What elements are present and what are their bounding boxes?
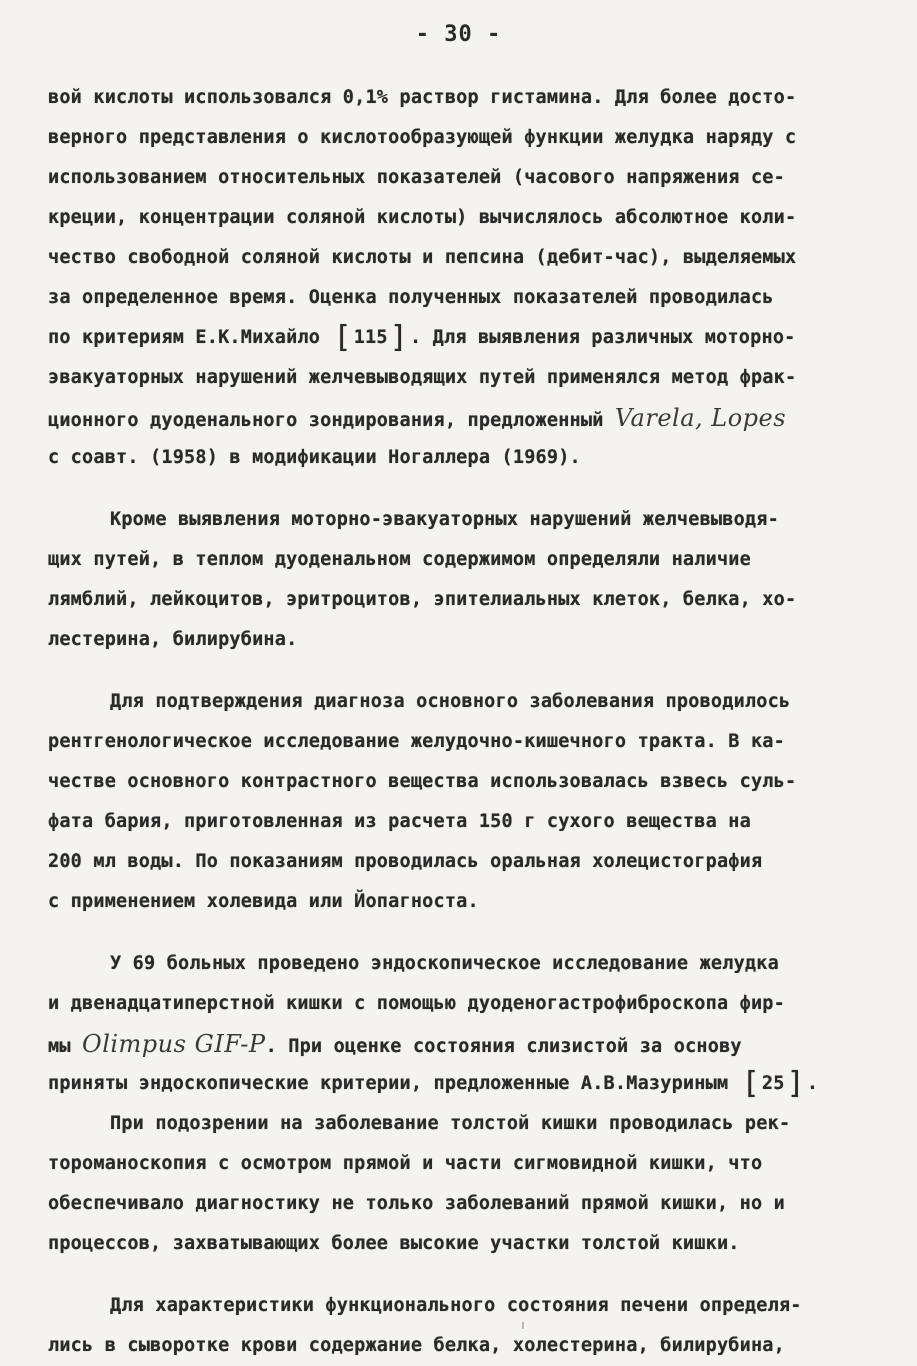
paragraph-gap (48, 1264, 878, 1286)
page-number: - 30 - (415, 22, 502, 47)
text-line: щих путей, в теплом дуоденальном содержимом определяли наличие (48, 549, 751, 570)
reference-bracket-close: ] (786, 1066, 805, 1101)
text-line: лестерина, билирубина. (48, 629, 298, 650)
text-line (48, 1024, 878, 1064)
text-line: При подозрении на заболевание толстой кишки проводилась рек- (110, 1113, 791, 1134)
text-line: с соавт. (1958) в модификации Ногаллера (1969). (48, 447, 581, 468)
paragraph-gap (48, 922, 878, 944)
text-line: 200 мл воды. По показаниям проводилась оральная холецистография (48, 851, 763, 872)
text-line: У 69 больных проведено эндоскопическое исследование желудка (110, 953, 779, 974)
text-line: использованием относительных показателей (часового напряжения се- (48, 167, 785, 188)
text-line: обеспечивало диагностику не только заболеваний прямой кишки, но и (48, 1193, 785, 1214)
text-line: за определенное время. Оценка полученных показателей проводилась (48, 287, 774, 308)
text-line: лись в сыворотке крови содержание белка, холестерина, билирубина, (48, 1335, 785, 1356)
text-line: эвакуаторных нарушений желчевыводящих путей применялся метод фрак- (48, 367, 797, 388)
text-line: тороманоскопия с осмотром прямой и части сигмовидной кишки, что (48, 1153, 763, 1174)
handwritten-name: Varela, Lopes (614, 404, 787, 432)
text-line: чество свободной соляной кислоты и пепсина (дебит-час), выделяемых (48, 247, 797, 268)
text-segment: приняты эндоскопические критерии, предложенные А.В.Мазуриным (48, 1073, 740, 1094)
text-segment: ционного дуоденального зондирования, предложенный (48, 410, 615, 431)
reference-bracket-close: ] (389, 320, 408, 355)
text-line (48, 398, 878, 438)
text-line: Для подтверждения диагноза основного заболевания проводилось (110, 691, 791, 712)
text-line: вой кислоты использовался 0,1% раствор гистамина. Для более досто- (48, 87, 797, 108)
text-line: креции, концентрации соляной кислоты) вычислялось абсолютное коли- (48, 207, 797, 228)
reference-number: 25 (761, 1073, 785, 1094)
document-body (48, 78, 878, 1366)
text-line: Для характеристики функционального состояния печени определя- (110, 1295, 802, 1316)
reference-bracket-open: [ (741, 1066, 760, 1101)
text-segment: . При оценке состояния слизистой за основу (265, 1036, 742, 1057)
scan-speck (522, 1322, 524, 1329)
text-line: с применением холевида или Йопагноста. (48, 891, 479, 912)
text-line (48, 1064, 878, 1104)
text-line: и двенадцатиперстной кишки с помощью дуоденогастрофиброскопа фир- (48, 993, 785, 1014)
text-segment: . (806, 1073, 819, 1094)
paragraph-gap (48, 660, 878, 682)
text-line: фата бария, приготовленная из расчета 150 г сухого вещества на (48, 811, 751, 832)
text-line (48, 318, 878, 358)
reference-bracket-open: [ (333, 320, 352, 355)
text-line: верного представления о кислотообразующей функции желудка наряду с (48, 127, 797, 148)
text-line: процессов, захватывающих более высокие участки толстой кишки. (48, 1233, 740, 1254)
handwritten-name: Olimpus GIF-P (82, 1030, 266, 1058)
text-line: рентгенологическое исследование желудочно-кишечного тракта. В ка- (48, 731, 785, 752)
paragraph-gap (48, 478, 878, 500)
text-segment: . Для выявления различных моторно- (410, 327, 796, 348)
text-line: лямблий, лейкоцитов, эритроцитов, эпителиальных клеток, белка, хо- (48, 589, 797, 610)
text-segment: по критериям Е.К.Михайло (48, 327, 332, 348)
text-line: Кроме выявления моторно-эвакуаторных нарушений желчевыводя- (110, 509, 779, 530)
text-segment: мы (48, 1036, 83, 1057)
reference-number: 115 (353, 327, 388, 348)
text-line: честве основного контрастного вещества использовалась взвесь суль- (48, 771, 797, 792)
